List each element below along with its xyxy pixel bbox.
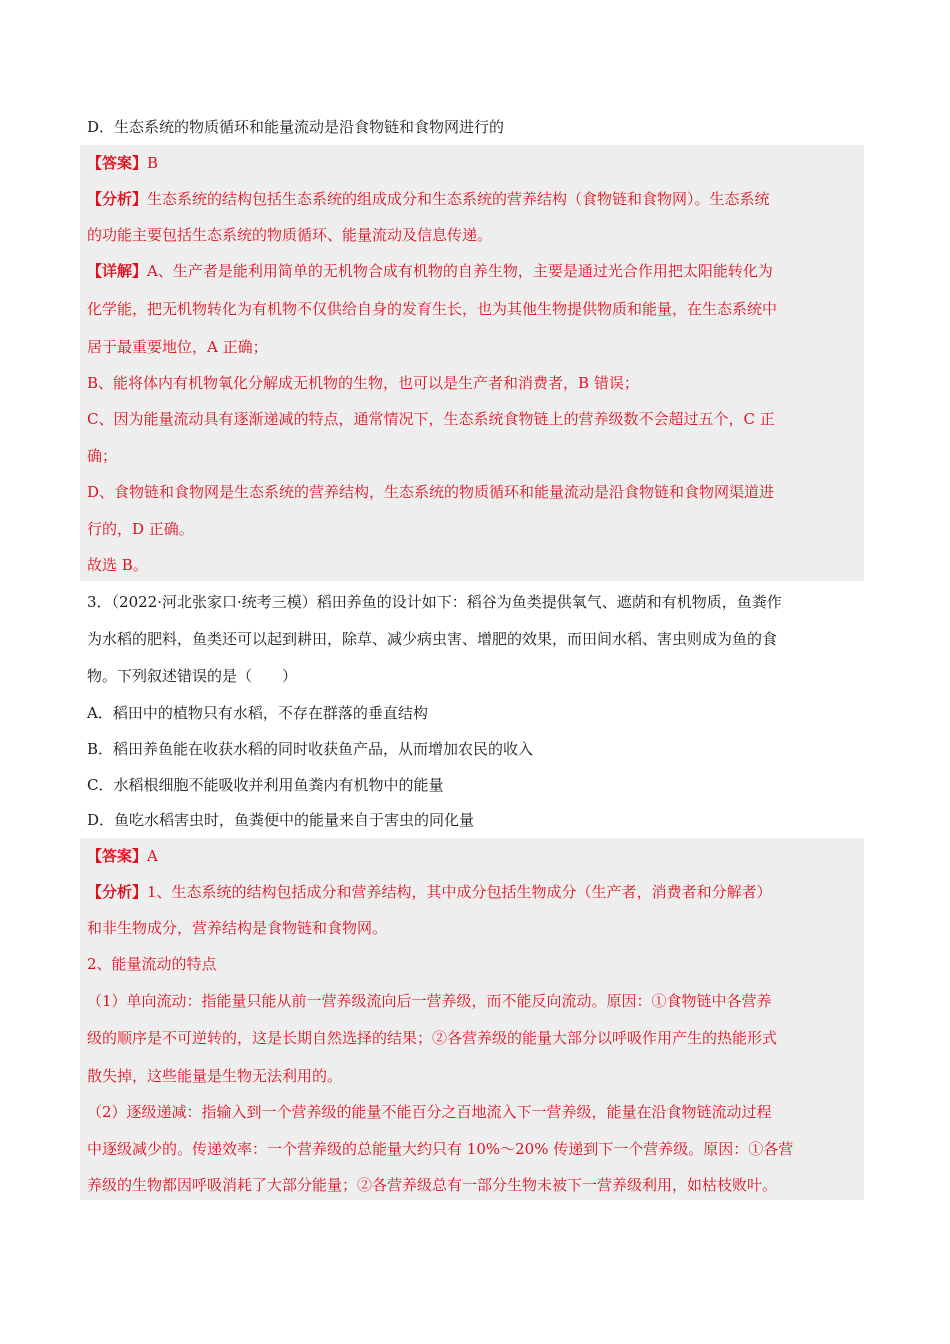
q3-option-b: B．稻田养鱼能在收获水稻的同时收获鱼产品，从而增加农民的收入 xyxy=(87,740,534,758)
q3-stem-line-1: 3．（2022·河北张家口·统考三模）稻田养鱼的设计如下：稻谷为鱼类提供氧气、遮荫和有机物质，鱼粪作 xyxy=(87,593,782,611)
q3-analysis-line-8: 中逐级减少的。传递效率：一个营养级的总能量大约只有 10%～20% 传递到下一个营养级。原因：①各营 xyxy=(87,1140,794,1158)
q3-answer xyxy=(87,838,158,874)
q3-analysis-line-3: 2、能量流动的特点 xyxy=(87,955,217,973)
q2-detail-line-8: 行的，D 正确。 xyxy=(87,520,194,538)
q3-analysis-line-4: （1）单向流动：指能量只能从前一营养级流向后一营养级，而不能反向流动。原因：①食物链中各营养 xyxy=(87,992,772,1010)
q2-detail-line-6: 确； xyxy=(87,447,118,465)
q2-detail-line-3: 居于最重要地位，A 正确； xyxy=(87,338,268,356)
answer-value: B xyxy=(147,154,159,172)
q2-detail-line-1 xyxy=(87,253,773,289)
q3-analysis-line-2: 和非生物成分，营养结构是食物链和食物网。 xyxy=(87,919,388,937)
q3-stem-line-3: 物。下列叙述错误的是（ ） xyxy=(87,667,298,685)
q3-stem-line-2: 为水稻的肥料，鱼类还可以起到耕田，除草、减少病虫害、增肥的效果，而田间水稻、害虫则成为鱼的食 xyxy=(87,630,778,648)
q2-detail-line-7: D、食物链和食物网是生态系统的营养结构，生态系统的物质循环和能量流动是沿食物链和食物网渠道进 xyxy=(87,483,775,501)
q3-option-d: D．鱼吃水稻害虫时，鱼粪便中的能量来自于害虫的同化量 xyxy=(87,811,475,829)
q3-analysis-line-7: （2）逐级递减：指输入到一个营养级的能量不能百分之百地流入下一营养级，能量在沿食物链流动过程 xyxy=(87,1103,772,1121)
analysis-text: 1、生态系统的结构包括成分和营养结构，其中成分包括生物成分（生产者，消费者和分解者） xyxy=(147,883,772,901)
q2-detail-line-4: B、能将体内有机物氧化分解成无机物的生物，也可以是生产者和消费者，B 错误； xyxy=(87,374,639,392)
detail-tag: 【详解】 xyxy=(87,262,148,280)
q2-answer xyxy=(87,145,158,181)
analysis-tag: 【分析】 xyxy=(87,190,148,208)
answer-tag: 【答案】 xyxy=(87,154,148,172)
q3-analysis-line-6: 散失掉，这些能量是生物无法利用的。 xyxy=(87,1067,343,1085)
q2-analysis-line-2: 的功能主要包括生态系统的物质循环、能量流动及信息传递。 xyxy=(87,226,493,244)
q3-analysis-line-5: 级的顺序是不可逆转的，这是长期自然选择的结果；②各营养级的能量大部分以呼吸作用产生的热能形式 xyxy=(87,1029,778,1047)
answer-value: A xyxy=(147,847,158,865)
q2-detail-line-9: 故选 B。 xyxy=(87,556,148,574)
q3-option-c: C．水稻根细胞不能吸收并利用鱼粪内有机物中的能量 xyxy=(87,776,444,794)
q3-analysis-line-9: 养级的生物都因呼吸消耗了大部分能量；②各营养级总有一部分生物未被下一营养级利用，如枯枝败叶。 xyxy=(87,1176,778,1194)
analysis-tag: 【分析】 xyxy=(87,883,148,901)
q2-detail-line-5: C、因为能量流动具有逐渐递减的特点，通常情况下，生态系统食物链上的营养级数不会超过五个，C 正 xyxy=(87,410,775,428)
q2-analysis-line-1 xyxy=(87,181,770,217)
q3-analysis-line-1 xyxy=(87,874,772,910)
detail-text: A、生产者是能利用简单的无机物合成有机物的自养生物，主要是通过光合作用把太阳能转化为 xyxy=(147,262,773,280)
analysis-text: 生态系统的结构包括生态系统的组成成分和生态系统的营养结构（食物链和食物网）。生态系统 xyxy=(147,190,770,208)
q3-option-a: A．稻田中的植物只有水稻，不存在群落的垂直结构 xyxy=(87,704,428,722)
q2-option-d: D．生态系统的物质循环和能量流动是沿食物链和食物网进行的 xyxy=(87,118,505,136)
answer-tag: 【答案】 xyxy=(87,847,148,865)
q2-detail-line-2: 化学能，把无机物转化为有机物不仅供给自身的发育生长，也为其他生物提供物质和能量，在生态系统中 xyxy=(87,300,778,318)
